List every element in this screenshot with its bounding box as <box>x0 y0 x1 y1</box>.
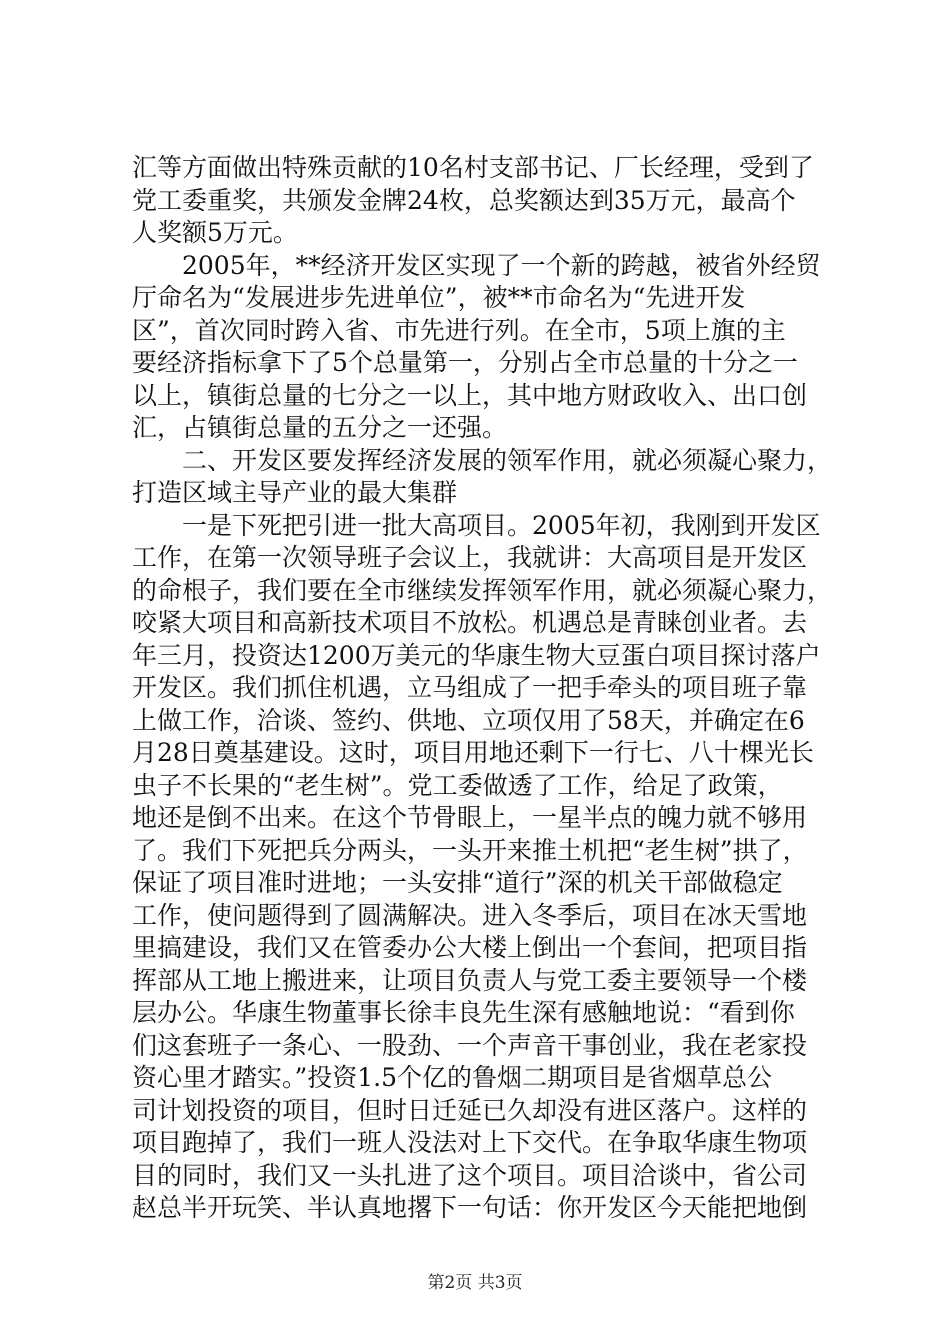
text-line: 司计划投资的项目，但时日迁延已久却没有进区落户。这样的 <box>132 1095 808 1125</box>
text-line: 虫子不长果的“老生树”。党工委做透了工作，给足了政策， <box>132 770 783 800</box>
text-line: 们这套班子一条心、一股劲、一个声音干事创业，我在老家投 <box>132 1030 808 1060</box>
text-line: 以上，镇街总量的七分之一以上，其中地方财政收入、出口创 <box>132 380 808 410</box>
body-text <box>132 152 833 1225</box>
section-heading-line: 二、开发区要发挥经济发展的领军作用，就必须凝心聚力， <box>132 445 833 475</box>
text-line: 保证了项目准时进地；一头安排“道行”深的机关干部做稳定 <box>132 868 783 897</box>
page-footer: 第2页 共3页 <box>427 1273 523 1293</box>
text-line: 党工委重奖，共颁发金牌24枚，总奖额达到35万元，最高个 <box>132 185 796 215</box>
text-line: 区”，首次同时跨入省、市先进行列。在全市，5项上旗的主 <box>132 315 786 345</box>
text-line: 2005年，**经济开发区实现了一个新的跨越，被省外经贸 <box>132 250 821 280</box>
text-line: 项目跑掉了，我们一班人没法对上下交代。在争取华康生物项 <box>132 1128 808 1157</box>
text-line: 一是下死把引进一批大高项目。2005年初，我刚到开发区 <box>132 510 821 540</box>
text-line: 开发区。我们抓住机遇，立马组成了一把手牵头的项目班子靠 <box>132 673 808 702</box>
text-line: 咬紧大项目和高新技术项目不放松。机遇总是青睐创业者。去 <box>132 608 808 637</box>
text-line: 人奖额5万元。 <box>132 218 298 247</box>
text-line: 汇等方面做出特殊贡献的10名村支部书记、厂长经理，受到了 <box>132 153 814 182</box>
section-heading-line: 打造区域主导产业的最大集群 <box>132 478 458 507</box>
text-line: 目的同时，我们又一头扎进了这个项目。项目洽谈中，省公司 <box>132 1160 808 1190</box>
text-line: 工作，在第一次领导班子会议上，我就讲：大高项目是开发区 <box>132 543 808 572</box>
text-line: 要经济指标拿下了5个总量第一，分别占全市总量的十分之一 <box>132 348 798 377</box>
text-line: 汇，占镇街总量的五分之一还强。 <box>132 413 508 442</box>
text-line: 厅命名为“发展进步先进单位”，被**市命名为“先进开发 <box>132 283 746 312</box>
text-line: 层办公。华康生物董事长徐丰良先生深有感触地说：“看到你 <box>132 998 795 1027</box>
text-line: 里搞建设，我们又在管委办公大楼上倒出一个套间，把项目指 <box>132 933 808 962</box>
text-line: 上做工作，洽谈、签约、供地、立项仅用了58天，并确定在6 <box>132 705 805 735</box>
text-line: 月28日奠基建设。这时，项目用地还剩下一行七、八十棵光长 <box>132 738 814 767</box>
text-line: 资心里才踏实。”投资1.5个亿的鲁烟二期项目是省烟草总公 <box>132 1063 773 1092</box>
text-line: 年三月，投资达1200万美元的华康生物大豆蛋白项目探讨落户 <box>132 640 821 670</box>
text-line: 工作，使问题得到了圆满解决。进入冬季后，项目在冰天雪地 <box>132 900 808 930</box>
text-line: 赵总半开玩笑、半认真地撂下一句话：你开发区今天能把地倒 <box>132 1193 808 1222</box>
text-line: 地还是倒不出来。在这个节骨眼上，一星半点的魄力就不够用 <box>132 803 808 832</box>
text-line: 的命根子，我们要在全市继续发挥领军作用，就必须凝心聚力， <box>132 575 833 605</box>
text-line: 了。我们下死把兵分两头，一头开来推土机把“老生树”拱了， <box>132 835 808 865</box>
text-line: 挥部从工地上搬进来，让项目负责人与党工委主要领导一个楼 <box>132 965 808 995</box>
